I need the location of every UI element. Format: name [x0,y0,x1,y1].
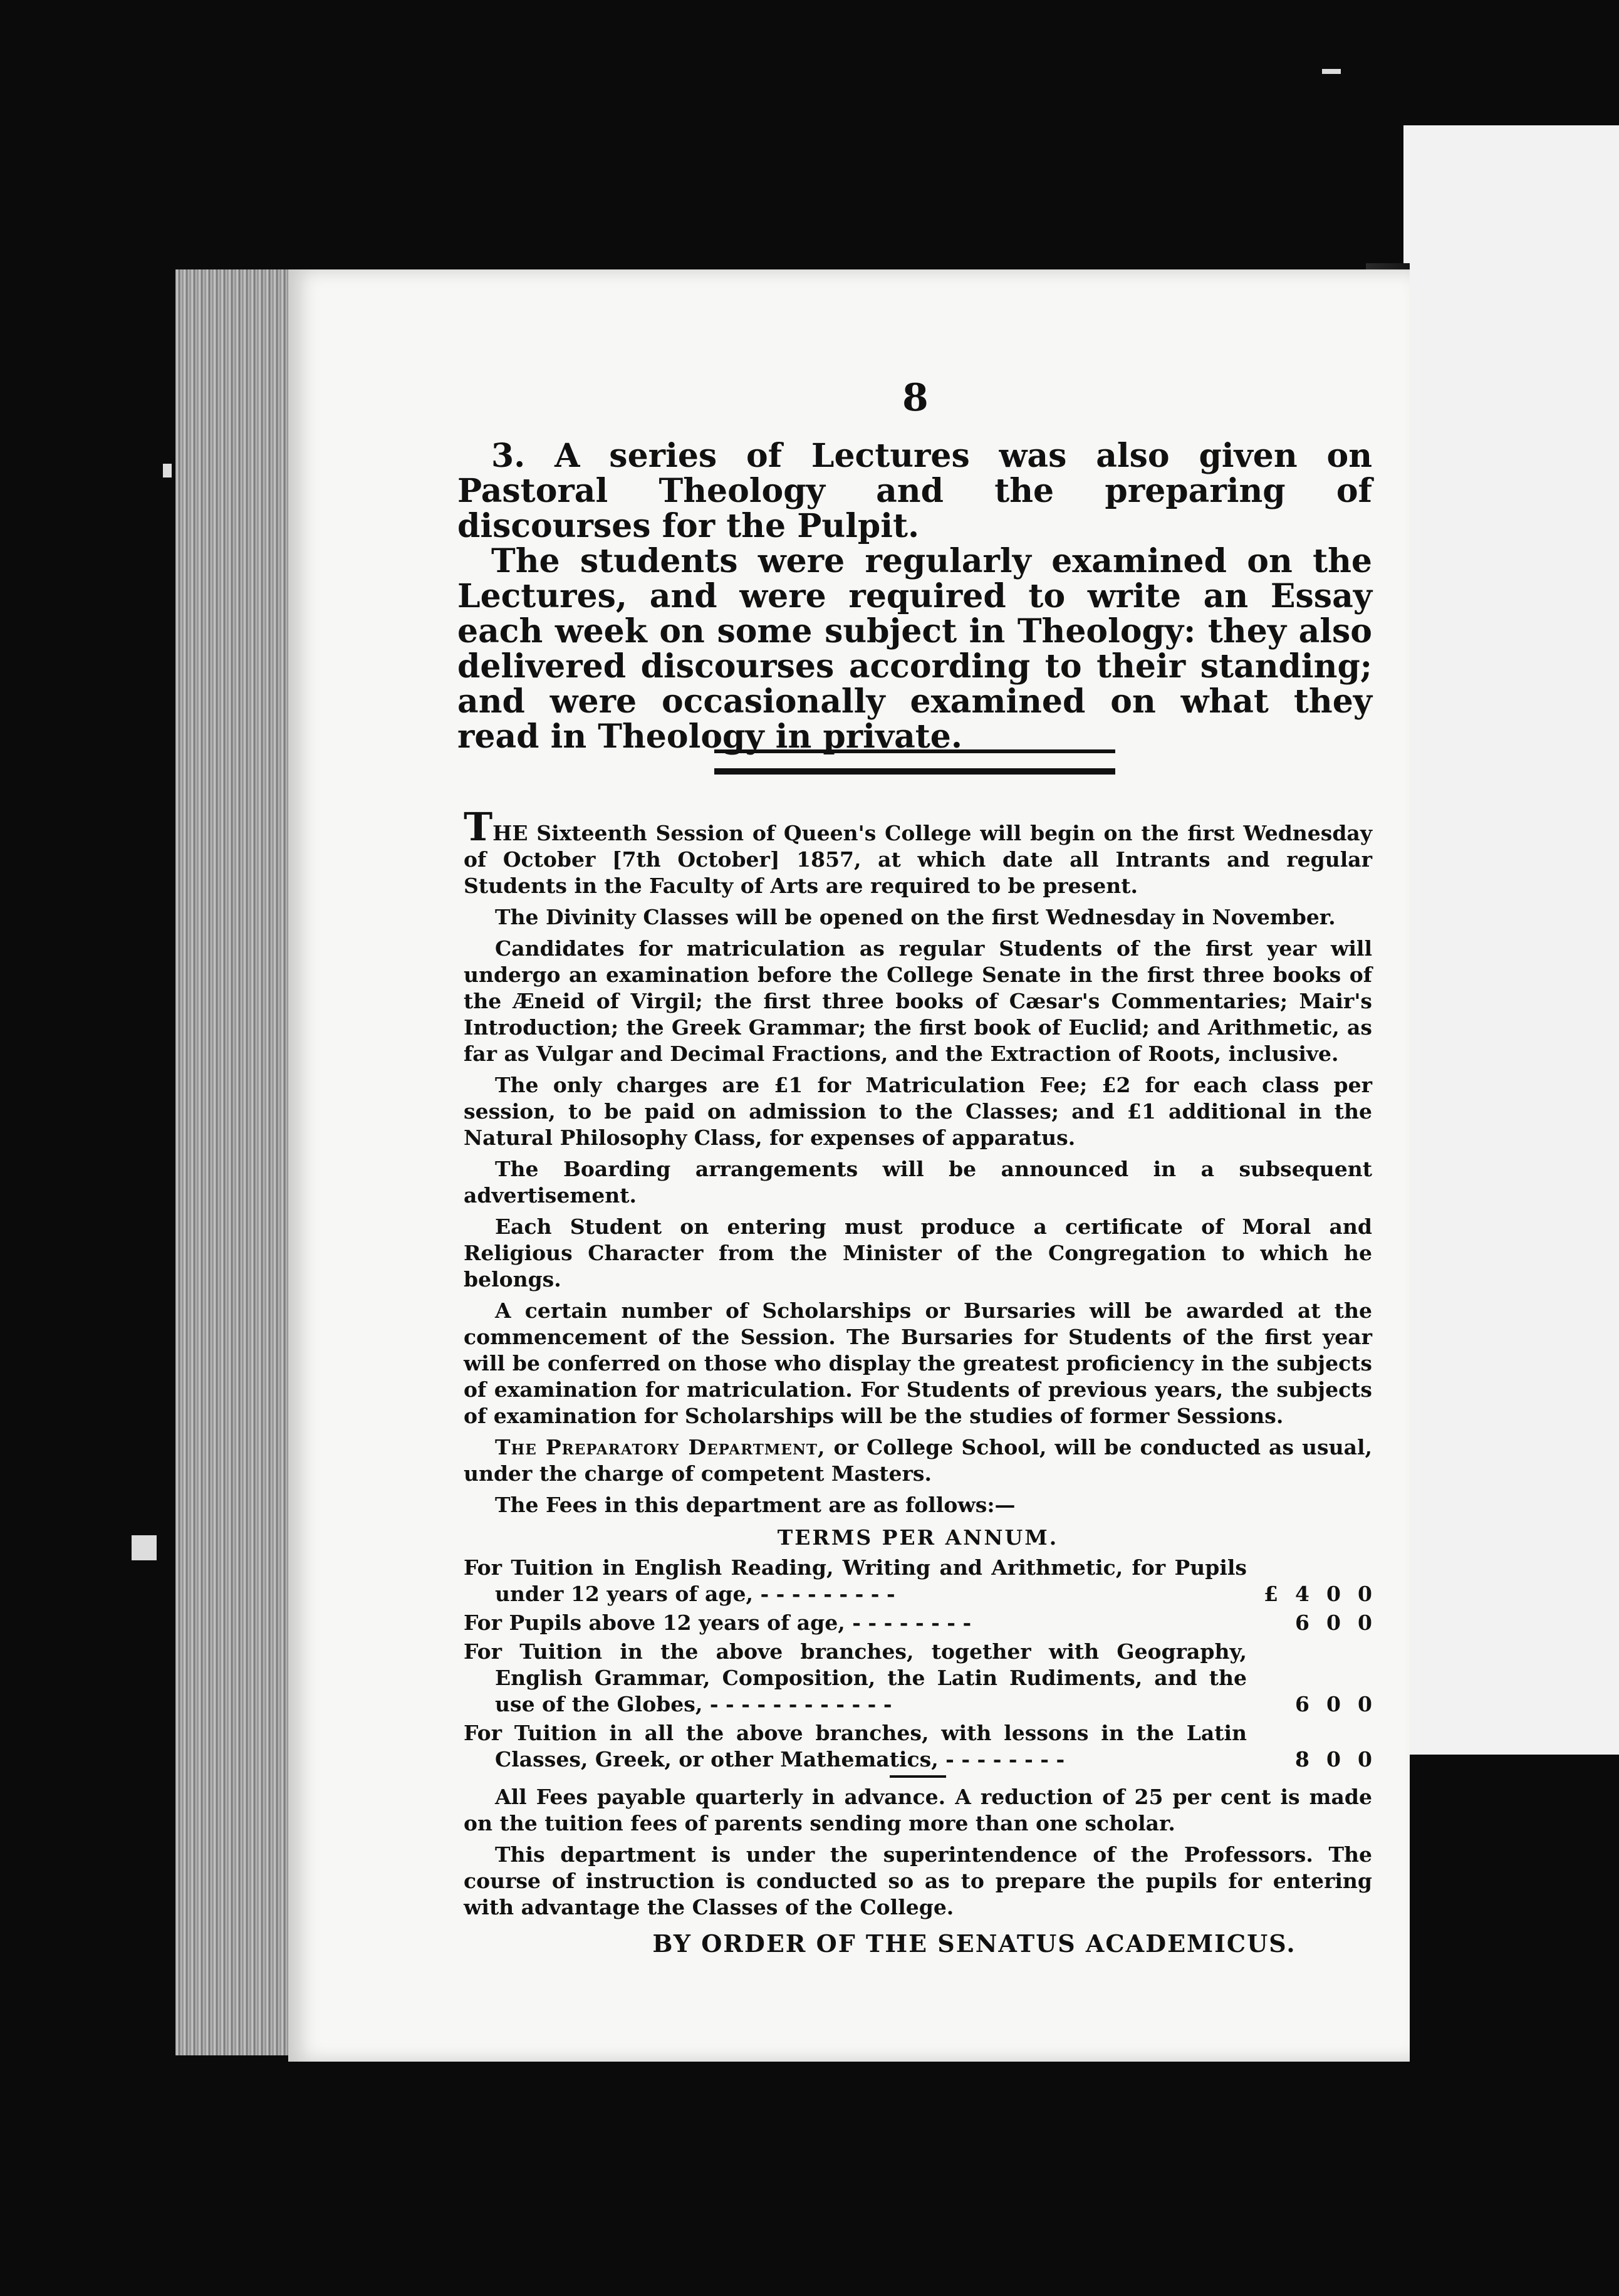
film-speck [132,1535,157,1560]
session-notice [464,804,1372,1958]
fee-pounds: 8 [1295,1747,1309,1772]
fee-currency [1259,1691,1278,1718]
paragraph: The Divinity Classes will be opened on the first Wednesday in November. [495,905,1336,929]
fee-shillings: 0 [1326,1582,1341,1606]
film-speck [1322,69,1341,74]
book-page-edges [175,269,301,2055]
preparatory-text: or College School, will be conducted as usual, under the charge of competent Masters. [464,1435,1372,1486]
theology-section [457,439,1372,754]
senatus-order: BY ORDER OF THE SENATUS ACADEMICUS. [652,1929,1296,1958]
fee-pounds: 4 [1295,1582,1309,1606]
paragraph: Candidates for matriculation as regular Students of the first year will undergo an examination before the College Senate in the first three books of the Æneid of Virgil; the first three books of Cæsar's Commentaries; Mair's Introduction; the Greek Grammar; the first book of Euclid; and Arithmetic, as far as Vulgar and Decimal Fractions, and the Extraction of Roots, inclusive. [464,936,1372,1066]
preparatory-lead: The Preparatory Department, [495,1435,826,1459]
fee-currency: £ [1264,1582,1278,1606]
fee-description: For Pupils above 12 years of age, - - - - - - - - [464,1610,972,1635]
paragraph: The only charges are £1 for Matriculation Fee; £2 for each class per session, to be paid on admission to the Classes; and £1 additional in the Natural Philosophy Class, for expenses of apparatus. [464,1073,1372,1150]
fee-pence: 0 [1358,1747,1372,1772]
fee-description: For Tuition in all the above branches, with lessons in the Latin Classes, Greek, or other Mathematics, - - - - - - - - [464,1721,1247,1772]
terms-heading: TERMS PER ANNUM. [777,1525,1059,1550]
fee-row [464,1639,1372,1718]
fee-shillings: 0 [1326,1747,1341,1772]
fee-shillings: 0 [1326,1692,1341,1716]
facing-page [1403,125,1619,1755]
opening-paragraph [464,804,1372,899]
paragraph: A certain number of Scholarships or Bursaries will be awarded at the commencement of the Session. The Bursaries for Students of the first year will be conferred on those who display the greatest proficiency in the subjects of examination for matriculation. For Students of previous years, the subjects of examination for Scholarships will be the studies of former Sessions. [464,1298,1372,1428]
paragraph: This department is under the superintendence of the Professors. The course of instruction is conducted so as to prepare the pupils for entering with advantage the Classes of the College. [464,1842,1372,1919]
paragraph: The Boarding arrangements will be announced in a subsequent advertisement. [464,1157,1372,1208]
fee-row [464,1555,1372,1607]
film-speck [163,464,172,477]
page-number: 8 [902,376,929,420]
section-divider [714,749,1115,775]
fee-amount [1247,1691,1372,1718]
preparatory-paragraph [464,1434,1372,1487]
paragraph: 3. A series of Lectures was also given on Pastoral Theology and the preparing of discourses for the Pulpit. [457,437,1372,545]
paragraph: All Fees payable quarterly in advance. A reduction of 25 per cent is made on the tuition fees of parents sending more than one scholar. [464,1785,1372,1835]
fee-pence: 0 [1358,1692,1372,1716]
fee-amount [1247,1581,1372,1607]
fee-currency [1259,1746,1278,1773]
fee-description: For Tuition in English Reading, Writing and Arithmetic, for Pupils under 12 years of age, - - - - - - - - - [464,1555,1247,1606]
fees-intro: The Fees in this department are as follows:— [495,1493,1016,1517]
fee-pence: 0 [1358,1582,1372,1606]
paragraph: Each Student on entering must produce a certificate of Moral and Religious Character from the Minister of the Congregation to which he belongs. [464,1214,1372,1292]
opening-text: HE Sixteenth Session of Queen's College will begin on the first Wednesday of October [7th October] 1857, at which date all Intrants and regular Students in the Faculty of Arts are required to be present. [464,821,1372,898]
fee-shillings: 0 [1326,1610,1341,1635]
drop-cap: T [464,804,493,850]
fee-row [464,1610,1372,1636]
fee-amount [1247,1610,1372,1636]
fee-currency [1259,1610,1278,1636]
fee-pounds: 6 [1295,1610,1309,1635]
fee-amount [1247,1746,1372,1773]
fee-description: For Tuition in the above branches, together with Geography, English Grammar, Composition, the Latin Rudiments, and the use of the Globes, - - - - - - - - - - - - [464,1639,1247,1716]
fees-divider [890,1775,946,1778]
fee-row [464,1720,1372,1773]
fee-pounds: 6 [1295,1692,1309,1716]
fee-pence: 0 [1358,1610,1372,1635]
paragraph: The students were regularly examined on the Lectures, and were required to write an Essay each week on some subject in Theology: they also delivered discourses according to their standing; and were occasionally examined on what they read in Theology in private. [457,542,1372,756]
